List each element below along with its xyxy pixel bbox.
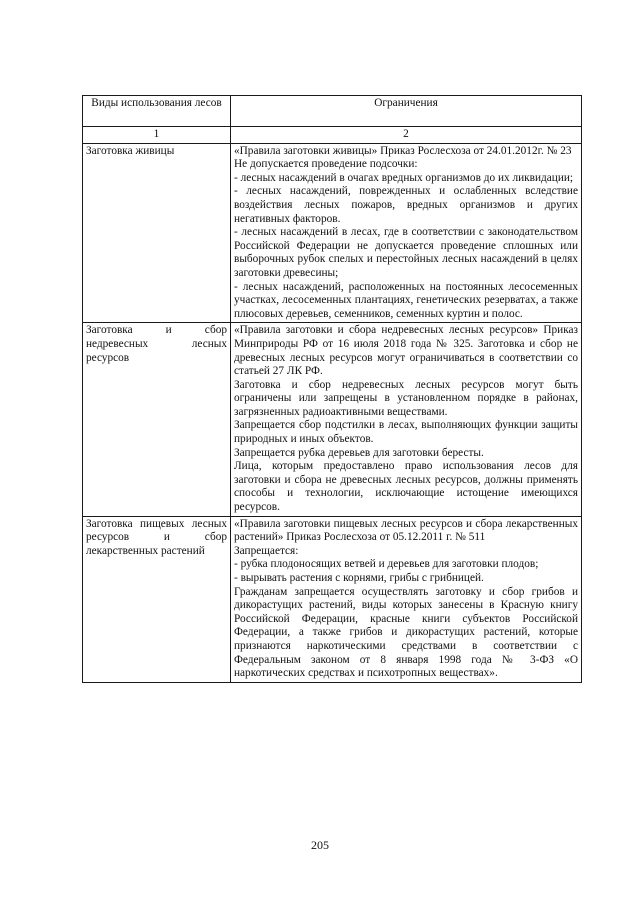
restriction-line: - рубка плодоносящих ветвей и деревьев для заготовки плодов; <box>234 558 539 571</box>
row-usage-name: Заготовка живицы <box>83 143 231 323</box>
table-row <box>83 143 582 323</box>
table-row <box>83 516 582 682</box>
restriction-line: Не допускается проведение подсочки: <box>234 158 418 171</box>
restriction-line: Лица, которым предоставлено право использования лесов для заготовки и сбора не древесных лесных ресурсов, должны применять способы и технологии, исключающие истощение имеющихся ресурсов. <box>234 460 578 514</box>
table-header-row <box>83 96 582 127</box>
column-number-row <box>83 127 582 144</box>
restriction-line: «Правила заготовки живицы» Приказ Рослесхоза от 24.01.2012г. № 23 <box>234 144 572 157</box>
table-row <box>83 323 582 516</box>
restriction-line: - лесных насаждений в лесах, где в соответствии с законодательством Российской Федерации не допускается проведение сплошных или выборочных рубок спелых и перестойных лесных насаждений в целях заготовки древесины; <box>234 226 578 279</box>
row-restrictions <box>231 323 582 516</box>
restriction-line: Заготовка и сбор недревесных лесных ресурсов могут быть ограничены или запрещены в установленном порядке в районах, загрязненных радиоактивными веществами. <box>234 378 578 418</box>
restriction-line: Запрещается рубка деревьев для заготовки бересты. <box>234 446 484 459</box>
restriction-line: «Правила заготовки пищевых лесных ресурсов и сбора лекарственных растений» Приказ Рослесхоза от 05.12.2011 г. № 511 <box>234 517 578 544</box>
restriction-line: «Правила заготовки и сбора недревесных лесных ресурсов» Приказ Минприроды РФ от 16 июля 2018 года № 325. Заготовка и сбор не древесных лесных ресурсов могут ограничиваться в соответствии со статьей 27 ЛК РФ. <box>234 324 578 378</box>
restriction-line: - лесных насаждений, расположенных на постоянных лесосеменных участках, лесосеменных плантациях, генетических резерватах, а также плюсовых деревьев, семенников, семенных куртин и полос. <box>234 280 578 320</box>
row-restrictions <box>231 516 582 682</box>
restriction-line: - лесных насаждений в очагах вредных организмов до их ликвидации; <box>234 171 574 184</box>
restriction-line: - вырывать растения с корнями, грибы с грибницей. <box>234 572 484 584</box>
column-number-1: 1 <box>83 127 231 144</box>
restriction-line: Запрещается сбор подстилки в лесах, выполняющих функции защиты природных и иных объектов. <box>234 419 578 446</box>
header-usage-types: Виды использования лесов <box>83 96 231 127</box>
page-number: 205 <box>311 838 329 852</box>
restriction-line: Гражданам запрещается осуществлять заготовку и сбор грибов и дикорастущих растений, виды которых занесены в Красную книгу Российской Федерации, красные книги субъектов Российской Федерации, а также грибов и дикорастущих растений, которые признаются наркотическими средствами в соответствии с Федеральным законом от 8 января 1998 года № 3-ФЗ «О наркотических средствах и психотропных веществах». <box>234 585 578 680</box>
column-number-2: 2 <box>231 127 582 144</box>
restrictions-table <box>82 95 582 683</box>
row-usage-name: Заготовка и сбор недревесных лесных ресурсов <box>83 323 231 516</box>
restriction-line: - лесных насаждений, поврежденных и ослабленных вследствие воздействия лесных пожаров, вредных организмов и других негативных факторов. <box>234 185 578 225</box>
restriction-line: Запрещается: <box>234 544 299 557</box>
header-restrictions: Ограничения <box>231 96 582 127</box>
row-restrictions <box>231 143 582 323</box>
row-usage-name: Заготовка пищевых лесных ресурсов и сбор лекарственных растений <box>83 516 231 682</box>
